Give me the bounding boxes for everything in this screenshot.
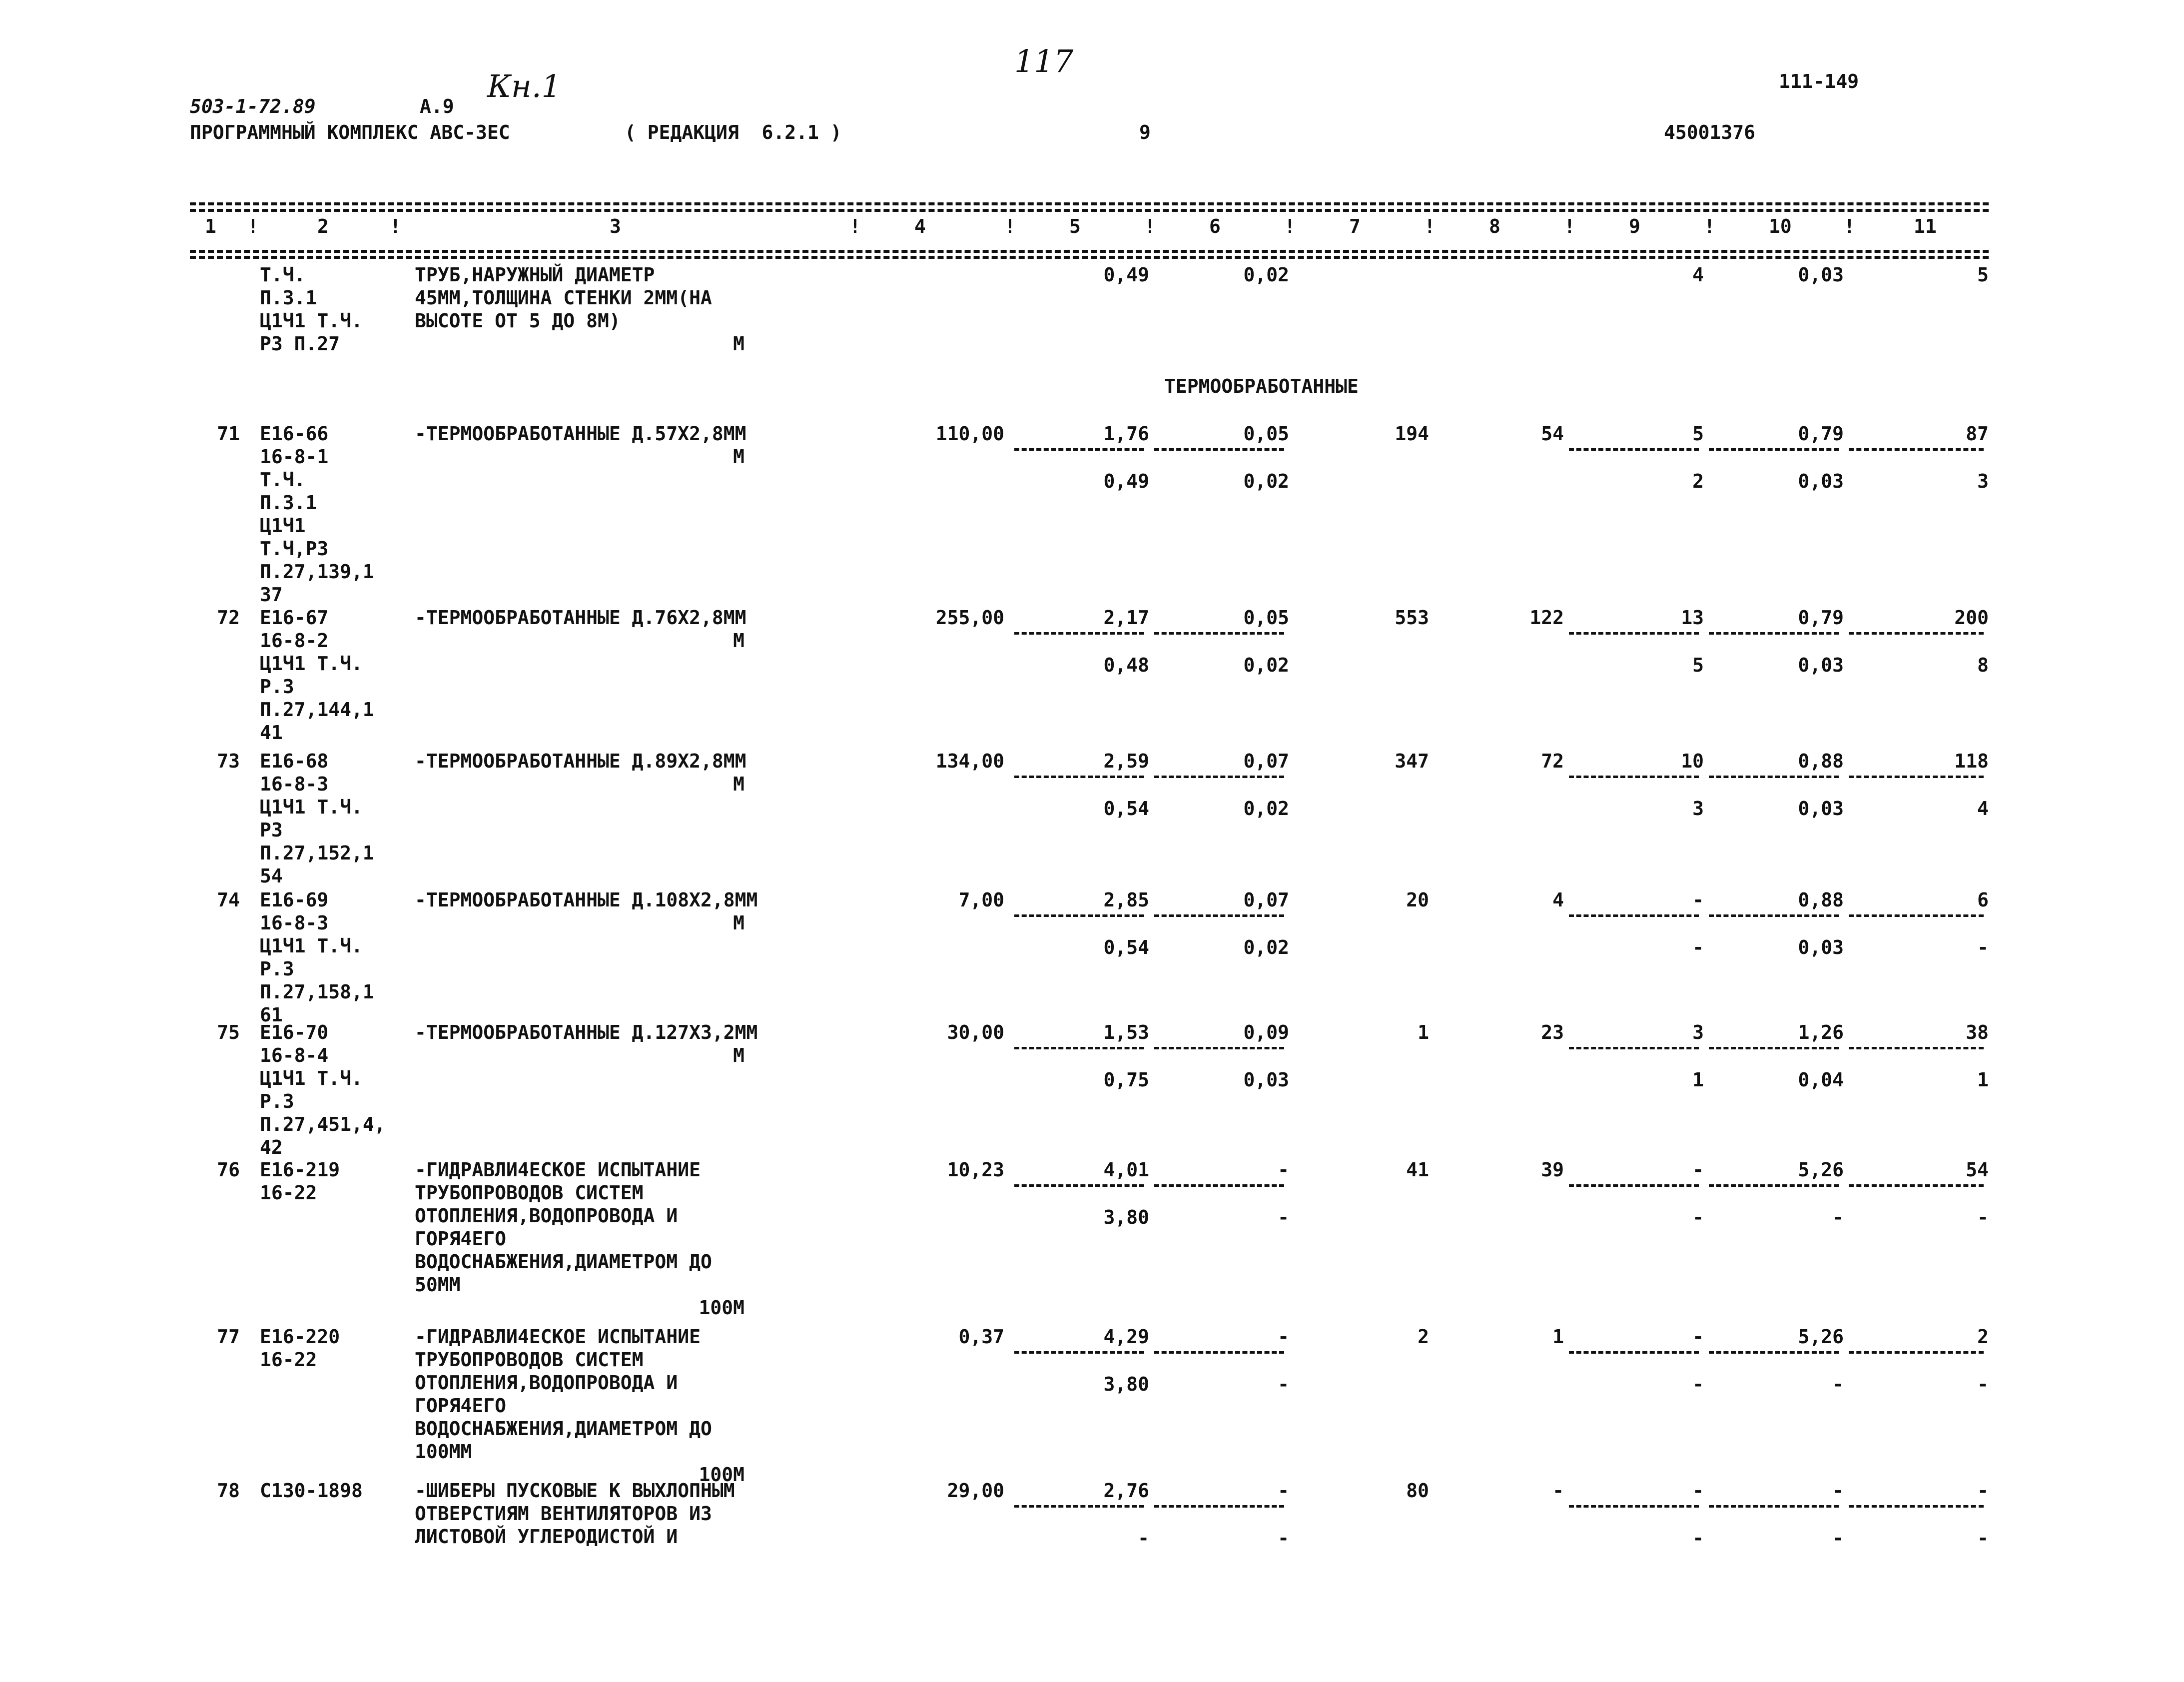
edition-label: ( РЕДАКЦИЯ 6.2.1 ) [625, 121, 842, 143]
cell-col11-lower: 4 [1977, 798, 1989, 820]
fraction-rule [1849, 1184, 1984, 1187]
code-line: 16-8-3 [260, 912, 329, 934]
cell-col6-lower: 0,02 [1243, 936, 1289, 958]
cell-col10: 5,26 [1798, 1159, 1844, 1181]
col-header-1: 1 [205, 215, 216, 237]
cell-col8: 122 [1529, 607, 1564, 629]
code-line: 16-8-2 [260, 630, 329, 652]
unit: М [733, 630, 744, 652]
code-line: П.27,152,1 [260, 842, 374, 864]
unit: М [733, 773, 744, 795]
section-title: ТЕРМООБРАБОТАННЫЕ [1164, 375, 1359, 397]
cell-col9: 4 [1692, 264, 1704, 286]
cell-col5: 0,49 [1103, 264, 1149, 286]
row-number: 78 [217, 1480, 240, 1502]
fraction-rule [1154, 1184, 1284, 1187]
cell-col9-lower: - [1692, 936, 1704, 958]
code-line: Р3 П.27 [260, 333, 340, 355]
cell-col6-lower: - [1278, 1527, 1289, 1549]
header-bottom-rule [190, 250, 1989, 253]
code-line: П.27,144,1 [260, 699, 374, 721]
cell-col6-lower: 0,02 [1243, 798, 1289, 820]
cell-col11-lower: - [1977, 936, 1989, 958]
code-line: Ц1Ч1 [260, 515, 306, 537]
col-sep: ! [1144, 215, 1156, 237]
cell-col11: 200 [1954, 607, 1989, 629]
description-line: ОТОПЛЕНИЯ,ВОДОПРОВОДА И [415, 1372, 678, 1394]
album-label: A.9 [420, 95, 454, 117]
fraction-rule [1014, 1351, 1144, 1354]
cell-col10-lower: 0,03 [1798, 654, 1844, 676]
cell-col10: 1,26 [1798, 1021, 1844, 1043]
cell-col10: 0,79 [1798, 423, 1844, 445]
code-line: 16-8-3 [260, 773, 329, 795]
fraction-rule [1709, 448, 1839, 451]
code-line: Р3 [260, 819, 283, 841]
fraction-rule [1849, 632, 1984, 635]
fraction-rule [1849, 776, 1984, 778]
description-line: 45ММ,ТОЛЩИНА СТЕНКИ 2ММ(НА [415, 287, 712, 309]
fraction-rule [1569, 632, 1699, 635]
code-line: Т.Ч. [260, 264, 306, 286]
description-line: -ТЕРМООБРАБОТАННЫЕ Д.127Х3,2ММ [415, 1021, 758, 1043]
cell-col5: 2,59 [1103, 750, 1149, 772]
code-line: П.27,158,1 [260, 981, 374, 1003]
cell-col11: 6 [1977, 889, 1989, 911]
code-line: 16-22 [260, 1349, 317, 1371]
cell-col4: 110,00 [935, 423, 1004, 445]
cell-col7: 347 [1395, 750, 1429, 772]
fraction-rule [1569, 1351, 1699, 1354]
code-line: Е16-220 [260, 1326, 340, 1348]
cell-col7: 20 [1406, 889, 1429, 911]
col-sep: ! [390, 215, 401, 237]
document-number: 45001376 [1664, 121, 1756, 143]
description-line: ВЫСОТЕ ОТ 5 ДО 8М) [415, 310, 621, 332]
cell-col5: 1,53 [1103, 1021, 1149, 1043]
fraction-rule [1014, 448, 1144, 451]
row-number: 77 [217, 1326, 240, 1348]
fraction-rule [1154, 1505, 1284, 1508]
cell-col8: 4 [1552, 889, 1564, 911]
cell-col4: 134,00 [935, 750, 1004, 772]
cell-col5-lower: 0,75 [1103, 1069, 1149, 1091]
cell-col5: 4,01 [1103, 1159, 1149, 1181]
description-line: -ТЕРМООБРАБОТАННЫЕ Д.89Х2,8ММ [415, 750, 746, 772]
cell-col5-lower: - [1138, 1527, 1149, 1549]
code-line: П.3.1 [260, 492, 317, 514]
cell-col8: - [1552, 1480, 1564, 1502]
col-sep: ! [1564, 215, 1575, 237]
cell-col5: 2,17 [1103, 607, 1149, 629]
cell-col10-lower: 0,03 [1798, 470, 1844, 492]
description-line: ОТОПЛЕНИЯ,ВОДОПРОВОДА И [415, 1205, 678, 1227]
cell-col4: 29,00 [947, 1480, 1004, 1502]
code-line: Ц1Ч1 Т.Ч. [260, 935, 363, 957]
cell-col9: - [1692, 889, 1704, 911]
fraction-rule [1569, 1047, 1699, 1049]
code-line: 41 [260, 722, 283, 744]
description-line: ВОДОСНАБЖЕНИЯ,ДИАМЕТРОМ ДО [415, 1418, 712, 1440]
description-line: -ТЕРМООБРАБОТАННЫЕ Д.76Х2,8ММ [415, 607, 746, 629]
cell-col10: 0,88 [1798, 889, 1844, 911]
cell-col9: - [1692, 1326, 1704, 1348]
cell-col9-lower: 1 [1692, 1069, 1704, 1091]
cell-col7: 80 [1406, 1480, 1429, 1502]
cell-col6-lower: - [1278, 1373, 1289, 1395]
cell-col10-lower: 0,03 [1798, 936, 1844, 958]
fraction-rule [1849, 1505, 1984, 1508]
col-header-4: 4 [914, 215, 926, 237]
cell-col11-lower: - [1977, 1206, 1989, 1228]
code-line: 37 [260, 584, 283, 606]
cell-col11: - [1977, 1480, 1989, 1502]
cell-col9-lower: - [1692, 1527, 1704, 1549]
top-rule [190, 202, 1989, 205]
col-header-9: 9 [1629, 215, 1640, 237]
cell-col7: 1 [1418, 1021, 1429, 1043]
cell-col10-lower: 0,03 [1798, 798, 1844, 820]
fraction-rule [1154, 914, 1284, 917]
cell-col6: 0,07 [1243, 750, 1289, 772]
cell-col5-lower: 0,54 [1103, 798, 1149, 820]
fraction-rule [1849, 1351, 1984, 1354]
fraction-rule [1709, 914, 1839, 917]
cell-col9: 5 [1692, 423, 1704, 445]
description-line: ВОДОСНАБЖЕНИЯ,ДИАМЕТРОМ ДО [415, 1251, 712, 1273]
cell-col5-lower: 3,80 [1103, 1206, 1149, 1228]
code-line: Т.Ч,Р3 [260, 538, 329, 560]
col-header-3: 3 [610, 215, 621, 237]
row-number: 72 [217, 607, 240, 629]
code-line: Е16-69 [260, 889, 329, 911]
cell-col5: 1,76 [1103, 423, 1149, 445]
code-line: Е16-219 [260, 1159, 340, 1181]
col-header-2: 2 [317, 215, 329, 237]
row-number: 74 [217, 889, 240, 911]
unit: М [733, 912, 744, 934]
description-line: ЛИСТОВОЙ УГЛЕРОДИСТОЙ И [415, 1526, 678, 1548]
cell-col7: 2 [1418, 1326, 1429, 1348]
col-sep: ! [1004, 215, 1016, 237]
col-sep: ! [849, 215, 861, 237]
cell-col5-lower: 3,80 [1103, 1373, 1149, 1395]
cell-col9-lower: - [1692, 1206, 1704, 1228]
header-bottom-rule-2 [190, 256, 1989, 259]
cell-col7: 194 [1395, 423, 1429, 445]
cell-col5: 4,29 [1103, 1326, 1149, 1348]
cell-col5: 2,76 [1103, 1480, 1149, 1502]
col-sep: ! [1704, 215, 1715, 237]
cell-col9-lower: 3 [1692, 798, 1704, 820]
cell-col5-lower: 0,48 [1103, 654, 1149, 676]
code-line: П.27,451,4, [260, 1113, 386, 1135]
page-number-handwritten: 117 [1014, 43, 1074, 79]
cell-col7: 41 [1406, 1159, 1429, 1181]
cell-col10: 0,88 [1798, 750, 1844, 772]
cell-col10-lower: - [1832, 1527, 1844, 1549]
code-line: Т.Ч. [260, 469, 306, 491]
cell-col4: 255,00 [935, 607, 1004, 629]
fraction-rule [1709, 1351, 1839, 1354]
fraction-rule [1849, 1047, 1984, 1049]
col-header-5: 5 [1069, 215, 1081, 237]
code-line: Е16-70 [260, 1021, 329, 1043]
code-line: Ц1Ч1 Т.Ч. [260, 653, 363, 675]
cell-col9: - [1692, 1159, 1704, 1181]
col-sep: ! [1844, 215, 1855, 237]
fraction-rule [1154, 1047, 1284, 1049]
cell-col4: 0,37 [958, 1326, 1004, 1348]
code-line: Р.3 [260, 1090, 294, 1112]
cell-col10: 0,03 [1798, 264, 1844, 286]
cell-col5-lower: 0,54 [1103, 936, 1149, 958]
cell-col11-lower: 1 [1977, 1069, 1989, 1091]
code-line: П.3.1 [260, 287, 317, 309]
cell-col6-lower: 0,02 [1243, 654, 1289, 676]
code-line: Е16-68 [260, 750, 329, 772]
row-number: 75 [217, 1021, 240, 1043]
code-line: С130-1898 [260, 1480, 363, 1502]
code-line: Е16-66 [260, 423, 329, 445]
code-line: 16-8-4 [260, 1044, 329, 1066]
cell-col10: - [1832, 1480, 1844, 1502]
document-code: 503-1-72.89 [190, 95, 316, 117]
fraction-rule [1014, 632, 1144, 635]
code-line: Р.3 [260, 676, 294, 698]
code-line: 16-22 [260, 1182, 317, 1204]
col-header-10: 10 [1769, 215, 1792, 237]
cell-col10-lower: - [1832, 1206, 1844, 1228]
description-line: -ГИДРАВЛИ4ЕСКОЕ ИСПЫТАНИЕ [415, 1326, 701, 1348]
fraction-rule [1154, 448, 1284, 451]
cell-col6: 0,05 [1243, 423, 1289, 445]
fraction-rule [1014, 1047, 1144, 1049]
fraction-rule [1709, 776, 1839, 778]
unit: 100М [699, 1464, 744, 1486]
col-sep: ! [1284, 215, 1296, 237]
cell-col4: 10,23 [947, 1159, 1004, 1181]
description-line: ТРУБ,НАРУЖНЫЙ ДИАМЕТР [415, 264, 655, 286]
description-line: ТРУБОПРОВОДОВ СИСТЕМ [415, 1349, 644, 1371]
code-line: Ц1Ч1 Т.Ч. [260, 796, 363, 818]
row-number: 73 [217, 750, 240, 772]
unit: М [733, 333, 744, 355]
cell-col5: 2,85 [1103, 889, 1149, 911]
cell-col4: 7,00 [958, 889, 1004, 911]
description-line: 50ММ [415, 1274, 461, 1296]
cell-col9-lower: - [1692, 1373, 1704, 1395]
top-rule-2 [190, 209, 1989, 212]
description-line: ОТВЕРСТИЯМ ВЕНТИЛЯТОРОВ ИЗ [415, 1503, 712, 1525]
book-handwritten: Кн.1 [487, 68, 561, 104]
cell-col9-lower: 5 [1692, 654, 1704, 676]
cell-col11-lower: - [1977, 1373, 1989, 1395]
page-code: 111-149 [1779, 70, 1859, 92]
fraction-rule [1569, 1184, 1699, 1187]
code-line: Е16-67 [260, 607, 329, 629]
cell-col11: 2 [1977, 1326, 1989, 1348]
code-line: 54 [260, 865, 283, 887]
cell-col6: 0,05 [1243, 607, 1289, 629]
cell-col11: 5 [1977, 264, 1989, 286]
cell-col4: 30,00 [947, 1021, 1004, 1043]
cell-col10-lower: - [1832, 1373, 1844, 1395]
cell-col10: 0,79 [1798, 607, 1844, 629]
cell-col11: 118 [1954, 750, 1989, 772]
fraction-rule [1014, 1184, 1144, 1187]
col-sep: ! [1424, 215, 1436, 237]
fraction-rule [1709, 632, 1839, 635]
fraction-rule [1849, 914, 1984, 917]
description-line: 100ММ [415, 1441, 472, 1463]
fraction-rule [1014, 1505, 1144, 1508]
cell-col5-lower: 0,49 [1103, 470, 1149, 492]
code-line: П.27,139,1 [260, 561, 374, 583]
fraction-rule [1569, 914, 1699, 917]
cell-col11: 87 [1966, 423, 1989, 445]
cell-col9: 13 [1681, 607, 1704, 629]
fraction-rule [1709, 1184, 1839, 1187]
cell-col11-lower: 8 [1977, 654, 1989, 676]
fraction-rule [1709, 1047, 1839, 1049]
fraction-rule [1014, 776, 1144, 778]
cell-col6: 0,07 [1243, 889, 1289, 911]
fraction-rule [1154, 1351, 1284, 1354]
cell-col6: - [1278, 1159, 1289, 1181]
col-header-7: 7 [1349, 215, 1361, 237]
code-line: 42 [260, 1136, 283, 1158]
col-header-6: 6 [1209, 215, 1221, 237]
fraction-rule [1569, 1505, 1699, 1508]
cell-col11: 38 [1966, 1021, 1989, 1043]
description-line: -ГИДРАВЛИ4ЕСКОЕ ИСПЫТАНИЕ [415, 1159, 701, 1181]
description-line: ТРУБОПРОВОДОВ СИСТЕМ [415, 1182, 644, 1204]
col-header-11: 11 [1914, 215, 1937, 237]
description-line: ГОРЯ4ЕГО [415, 1228, 507, 1250]
cell-col6-lower: - [1278, 1206, 1289, 1228]
code-line: Ц1Ч1 Т.Ч. [260, 310, 363, 332]
code-line: 61 [260, 1004, 283, 1026]
cell-col8: 54 [1541, 423, 1564, 445]
cell-col9: 10 [1681, 750, 1704, 772]
code-line: Р.3 [260, 958, 294, 980]
cell-col9-lower: 2 [1692, 470, 1704, 492]
cell-col8: 1 [1552, 1326, 1564, 1348]
fraction-rule [1849, 448, 1984, 451]
code-line: 16-8-1 [260, 446, 329, 468]
cell-col7: 553 [1395, 607, 1429, 629]
row-number: 71 [217, 423, 240, 445]
col-sep: ! [247, 215, 259, 237]
fraction-rule [1569, 776, 1699, 778]
cell-col11-lower: 3 [1977, 470, 1989, 492]
program-name: ПРОГРАММНЫЙ КОМПЛЕКС АВС-3ЕС [190, 121, 510, 143]
description-line: ГОРЯ4ЕГО [415, 1395, 507, 1417]
code-line: Ц1Ч1 Т.Ч. [260, 1067, 363, 1089]
row-number: 76 [217, 1159, 240, 1181]
description-line: -ШИБЕРЫ ПУСКОВЫЕ К ВЫХЛОПНЫМ [415, 1480, 735, 1502]
cell-col6: 0,02 [1243, 264, 1289, 286]
fraction-rule [1569, 448, 1699, 451]
cell-col8: 23 [1541, 1021, 1564, 1043]
cell-col11-lower: - [1977, 1527, 1989, 1549]
cell-col9: - [1692, 1480, 1704, 1502]
description-line: -ТЕРМООБРАБОТАННЫЕ Д.57Х2,8ММ [415, 423, 746, 445]
cell-col6: - [1278, 1326, 1289, 1348]
col-header-8: 8 [1489, 215, 1500, 237]
cell-col10: 5,26 [1798, 1326, 1844, 1348]
unit: 100М [699, 1297, 744, 1319]
sheet-number: 9 [1139, 121, 1151, 143]
fraction-rule [1154, 632, 1284, 635]
cell-col6: - [1278, 1480, 1289, 1502]
cell-col8: 39 [1541, 1159, 1564, 1181]
unit: М [733, 1044, 744, 1066]
cell-col10-lower: 0,04 [1798, 1069, 1844, 1091]
cell-col6-lower: 0,03 [1243, 1069, 1289, 1091]
cell-col6-lower: 0,02 [1243, 470, 1289, 492]
cell-col6: 0,09 [1243, 1021, 1289, 1043]
fraction-rule [1154, 776, 1284, 778]
fraction-rule [1014, 914, 1144, 917]
unit: М [733, 446, 744, 468]
cell-col11: 54 [1966, 1159, 1989, 1181]
cell-col9: 3 [1692, 1021, 1704, 1043]
cell-col8: 72 [1541, 750, 1564, 772]
description-line: -ТЕРМООБРАБОТАННЫЕ Д.108Х2,8ММ [415, 889, 758, 911]
fraction-rule [1709, 1505, 1839, 1508]
